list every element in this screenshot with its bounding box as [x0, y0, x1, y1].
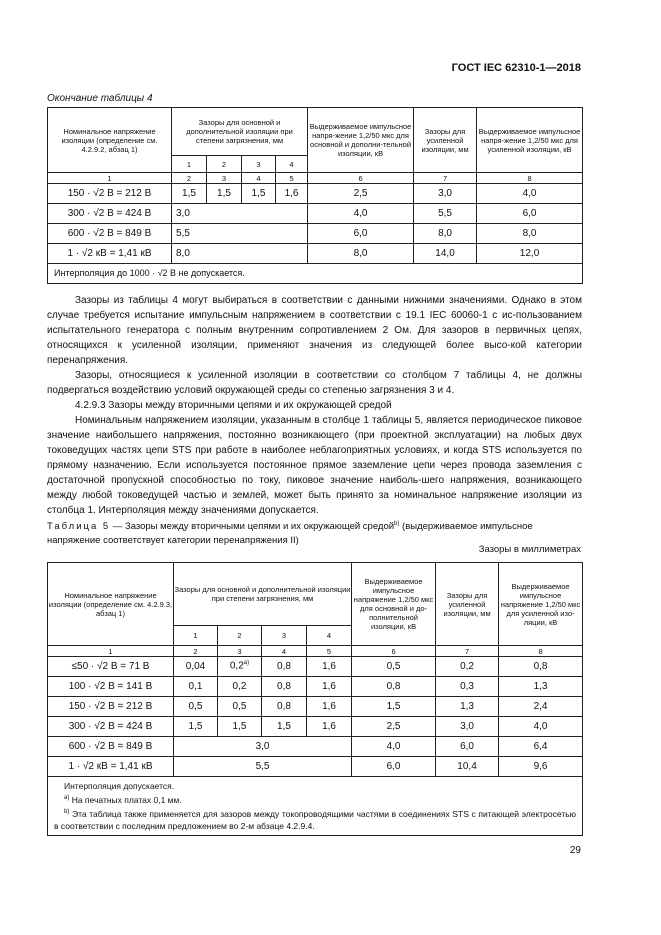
t4-colnum: 8 — [477, 173, 583, 184]
t4-colnum: 1 — [48, 173, 172, 184]
t4-cell: 3,0 — [414, 184, 477, 204]
t5-cell: 3,0 — [174, 737, 352, 757]
document-header: ГОСТ IEC 62310-1—2018 — [451, 62, 581, 74]
t5-header-impulse-reinforced: Выдерживаемое импульсное напряжение 1,2/50 мкс для усиленной изо-ляции, кВ — [499, 563, 583, 646]
t5-colnum: 5 — [307, 646, 352, 657]
t5-cell: 6,4 — [499, 737, 583, 757]
t5-voltage: 150 · √2 В = 212 В — [48, 697, 174, 717]
t5-cell: 0,5 — [174, 697, 218, 717]
t5-cell: 0,8 — [352, 677, 436, 697]
t5-header-voltage: Номинальное напряжение изоляции (определение см. 4.2.9.3, абзац 1) — [48, 563, 174, 646]
t4-voltage: 300 · √2 В = 424 В — [48, 204, 172, 224]
t5-cell: 1,6 — [307, 717, 352, 737]
t4-colnum: 6 — [308, 173, 414, 184]
table-row — [48, 204, 583, 224]
t4-degree: 4 — [276, 156, 308, 173]
t4-colnum: 4 — [242, 173, 276, 184]
t4-cell: 14,0 — [414, 244, 477, 264]
t5-header-reinforced: Зазоры для усиленной изоляции, мм — [436, 563, 499, 646]
t4-degree: 3 — [242, 156, 276, 173]
t4-colnum: 2 — [172, 173, 207, 184]
t5-cell: 1,5 — [174, 717, 218, 737]
t4-header-voltage: Номинальное напряжение изоляции (определение см. 4.2.9.2, абзац 1) — [48, 108, 172, 173]
t5-cell: 3,0 — [436, 717, 499, 737]
footnote-mark: a) — [64, 795, 70, 801]
t5-colnum: 8 — [499, 646, 583, 657]
t5-cell: 1,6 — [307, 677, 352, 697]
t5-cell: 0,1 — [174, 677, 218, 697]
table5-caption-tail: (выдерживаемое импульсное напряжение соответствует категории перенапряжения II) — [47, 521, 533, 547]
paragraph-2: Зазоры, относящиеся к усиленной изоляции в соответствии со столбцом 7 таблицы 4, не должны подвергаться воздействию условий окружающей среды со степенью загрязнения 3 и 4. — [47, 370, 582, 396]
t4-cell: 2,5 — [308, 184, 414, 204]
t5-cell: 0,2 — [436, 657, 499, 677]
t4-cell: 5,5 — [414, 204, 477, 224]
t4-note: Интерполяция до 1000 · √2 В не допускается. — [48, 264, 583, 284]
t5-note: Интерполяция допускается. — [64, 781, 175, 791]
t4-cell: 4,0 — [308, 204, 414, 224]
t5-colnum: 7 — [436, 646, 499, 657]
t5-colnum: 2 — [174, 646, 218, 657]
t5-voltage: 300 · √2 В = 424 В — [48, 717, 174, 737]
t4-cell: 1,5 — [242, 184, 276, 204]
t5-cell-footnote-mark: a) — [243, 660, 250, 667]
table-row — [48, 697, 583, 717]
t5-cell: 10,4 — [436, 757, 499, 777]
t5-colnum: 3 — [218, 646, 262, 657]
t5-cell: 1,3 — [499, 677, 583, 697]
t5-degree: 2 — [218, 626, 262, 646]
t5-cell-value: 0,2 — [229, 660, 244, 672]
t5-cell: 1,5 — [262, 717, 307, 737]
t4-voltage: 1 · √2 кВ = 1,41 кВ — [48, 244, 172, 264]
t4-cell: 8,0 — [414, 224, 477, 244]
t4-cell: 4,0 — [477, 184, 583, 204]
t5-cell: 9,6 — [499, 757, 583, 777]
t4-cell: 6,0 — [308, 224, 414, 244]
t4-degree: 2 — [207, 156, 242, 173]
t5-degree: 3 — [262, 626, 307, 646]
t5-cell: 5,5 — [174, 757, 352, 777]
t4-voltage: 600 · √2 В = 849 В — [48, 224, 172, 244]
footnote-text: Эта таблица также применяется для зазоров между токопроводящими частями в соединениях STS с питающей электросетью в соответствии с последним предложением во 2-м абзаце 4.2.9.4. — [54, 808, 577, 831]
t4-cell: 1,6 — [276, 184, 308, 204]
t5-cell: 0,2 — [218, 677, 262, 697]
t5-header-clearances: Зазоры для основной и дополнительной изоляции при степени загрязнения, мм — [174, 563, 352, 626]
t5-cell: 0,8 — [262, 677, 307, 697]
table5-caption-lead: Таблица 5 — [47, 521, 111, 533]
t5-voltage: 600 · √2 В = 849 В — [48, 737, 174, 757]
t5-cell: 0,5 — [352, 657, 436, 677]
table5-units: Зазоры в миллиметрах — [478, 544, 581, 555]
t5-cell: 0,3 — [436, 677, 499, 697]
t5-footnote-a — [54, 792, 576, 806]
t4-cell: 8,0 — [477, 224, 583, 244]
table-5 — [47, 562, 583, 836]
footnote-text: На печатных платах 0,1 мм. — [69, 794, 182, 805]
t4-cell: 1,5 — [207, 184, 242, 204]
t4-header-impulse-reinforced: Выдерживаемое импульсное напря-жение 1,2/50 мкс для усиленной изоляции, кВ — [477, 108, 583, 173]
t4-colnum: 7 — [414, 173, 477, 184]
t4-header-clearances: Зазоры для основной и дополнительной изоляции при степени загрязнения, мм — [172, 108, 308, 156]
page-number: 29 — [569, 845, 581, 856]
table-row — [48, 657, 583, 677]
table-row — [48, 717, 583, 737]
t4-voltage: 150 · √2 В = 212 В — [48, 184, 172, 204]
table-4 — [47, 107, 583, 284]
t5-voltage: 100 · √2 В = 141 В — [48, 677, 174, 697]
t4-header-reinforced: Зазоры для усиленной изоляции, мм — [414, 108, 477, 173]
t5-cell: 0,5 — [218, 697, 262, 717]
table-row — [48, 184, 583, 204]
table5-caption-text: — Зазоры между вторичными цепями и их окружающей средой — [110, 521, 395, 533]
t4-cell: 8,0 — [172, 244, 308, 264]
t5-cell: 6,0 — [436, 737, 499, 757]
t4-cell: 8,0 — [308, 244, 414, 264]
t5-cell — [218, 657, 262, 677]
table-row — [48, 244, 583, 264]
table-row — [48, 737, 583, 757]
t5-colnum: 4 — [262, 646, 307, 657]
t5-cell: 0,8 — [262, 657, 307, 677]
t5-cell: 2,5 — [352, 717, 436, 737]
t4-header-impulse: Выдерживаемое импульсное напря-жение 1,2/50 мкс для основной и дополни-тельной изоляции, кВ — [308, 108, 414, 173]
t4-cell: 3,0 — [172, 204, 308, 224]
t5-cell: 4,0 — [499, 717, 583, 737]
table4-caption: Окончание таблицы 4 — [47, 93, 153, 104]
t5-cell: 4,0 — [352, 737, 436, 757]
t5-cell: 0,04 — [174, 657, 218, 677]
t5-degree: 1 — [174, 626, 218, 646]
t5-cell: 1,3 — [436, 697, 499, 717]
t5-cell: 1,5 — [352, 697, 436, 717]
t5-degree: 4 — [307, 626, 352, 646]
paragraph-3: Номинальным напряжением изоляции, указанным в столбце 1 таблицы 5, является периодическое пиковое значение наибольшего напряжения, постоянно возникающего (при проектной эксплуатации) на любых двух токоведущих частях цепи STS при работе в наиболее неблагоприятных условиях, и когда STS используется по прямому назначению. Если используется постоянное прямое заземление цепи через провода заземления с достаточной пропускной способностью по току, пиковое значение наиболь-шего напряжения, возникающего между любой токоведущей частью и землей, может быть принято за номинальное напряжение изоляции из столбца 1. Интерполяция между значениями допускается. — [47, 415, 582, 516]
footnote-mark: b) — [64, 808, 70, 815]
t5-cell: 0,8 — [262, 697, 307, 717]
t5-voltage: 1 · √2 кВ = 1,41 кВ — [48, 757, 174, 777]
table-row — [48, 224, 583, 244]
t5-colnum: 1 — [48, 646, 174, 657]
t4-cell: 1,5 — [172, 184, 207, 204]
t5-cell: 2,4 — [499, 697, 583, 717]
t4-colnum: 3 — [207, 173, 242, 184]
t5-voltage: ≤50 · √2 В = 71 В — [48, 657, 174, 677]
t5-footnotes — [48, 777, 583, 836]
paragraph-1: Зазоры из таблицы 4 могут выбираться в соответствии с данными нижними значениями. Однако в этом случае требуется испытание импульсным напряжением в соответствии с 19.1 IEC 60060-1 с ис-пользованием испытательного генератора с полным внутренним сопротивлением 2 Ом. Для зазоров в первичных цепях, относящихся к усиленной изоляции, применяют значения из следующей более высо-кой категории перенапряжения. — [47, 295, 582, 366]
t4-cell: 6,0 — [477, 204, 583, 224]
t5-colnum: 6 — [352, 646, 436, 657]
t5-cell: 1,6 — [307, 657, 352, 677]
table-row — [48, 677, 583, 697]
table5-caption-sup: b) — [394, 521, 400, 527]
t4-cell: 12,0 — [477, 244, 583, 264]
t4-colnum: 5 — [276, 173, 308, 184]
t5-footnote-b — [54, 806, 576, 832]
t5-cell: 6,0 — [352, 757, 436, 777]
t4-degree: 1 — [172, 156, 207, 173]
t5-cell: 1,5 — [218, 717, 262, 737]
table-row — [48, 757, 583, 777]
t4-cell: 5,5 — [172, 224, 308, 244]
t5-header-impulse: Выдерживаемое импульсное напряжение 1,2/50 мкс для основной и до-полнительной изоляции, кВ — [352, 563, 436, 646]
section-heading: 4.2.9.3 Зазоры между вторичными цепями и их окружающей средой — [75, 400, 392, 411]
t5-cell: 1,6 — [307, 697, 352, 717]
t5-cell: 0,8 — [499, 657, 583, 677]
